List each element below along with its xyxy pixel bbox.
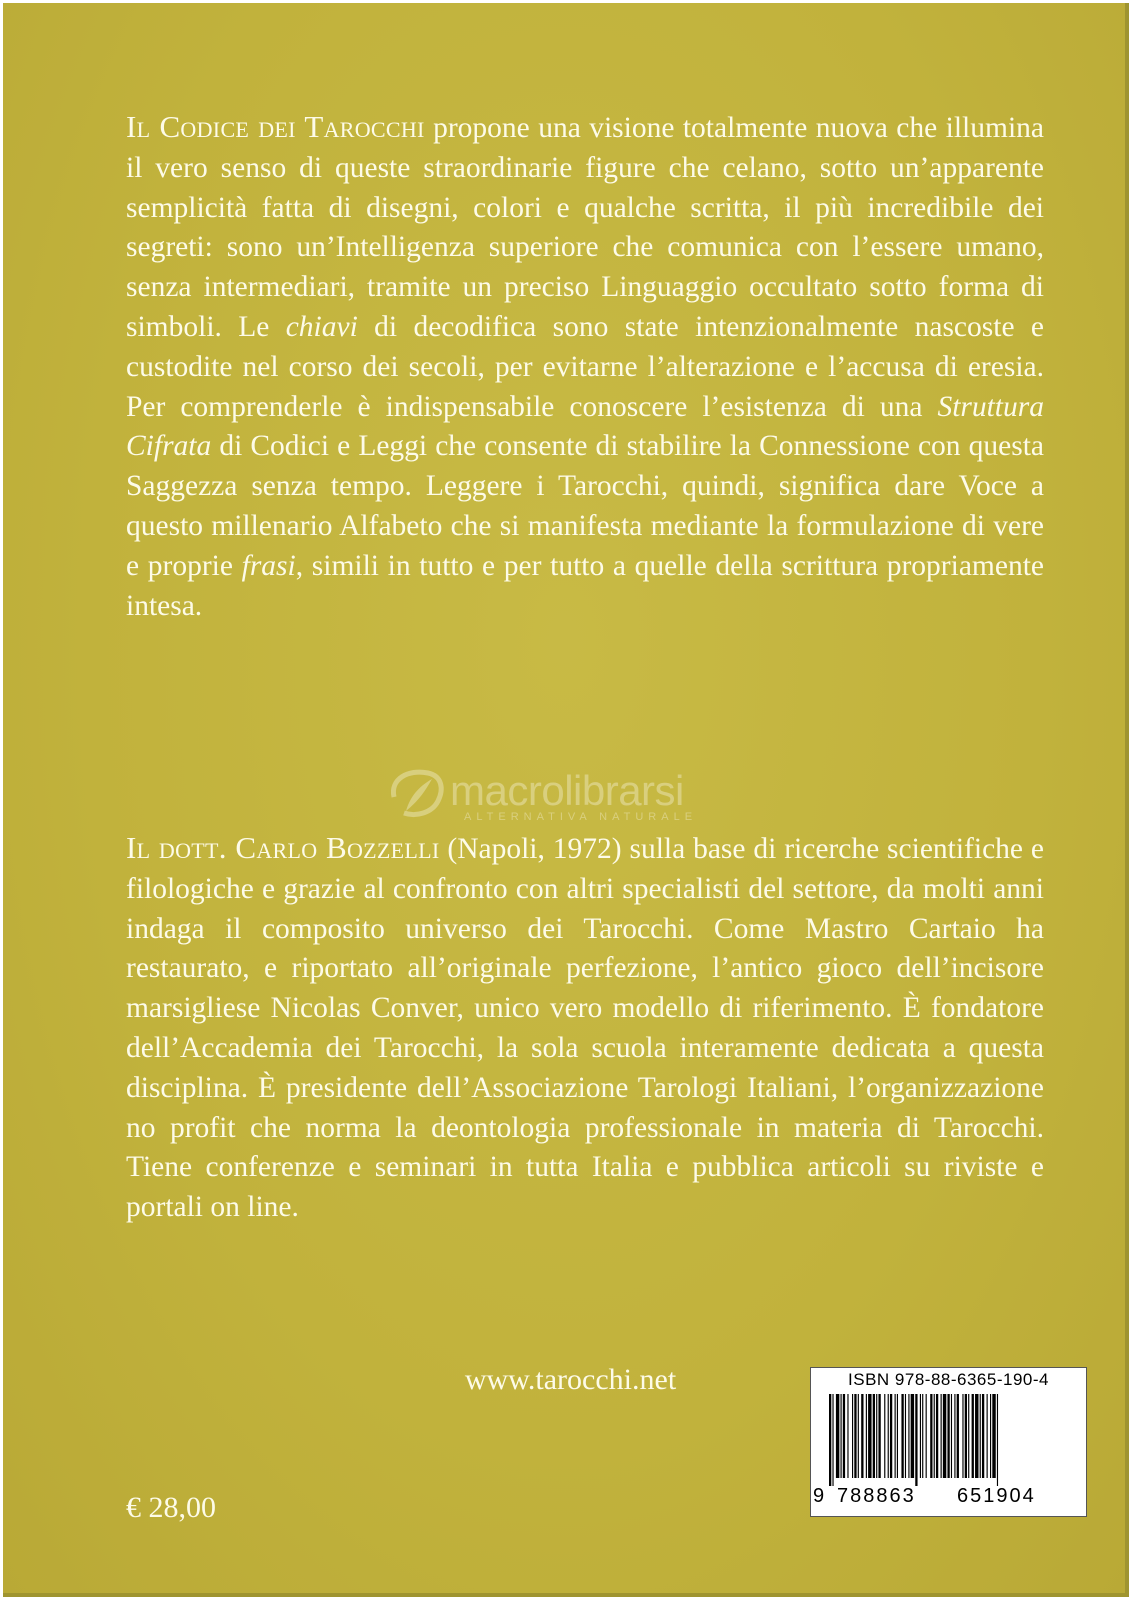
barcode-bar	[954, 1394, 955, 1478]
isbn-label: ISBN 978-88-6365-190-4	[848, 1370, 1049, 1389]
barcode-bar	[836, 1394, 839, 1478]
synopsis-paragraph	[126, 107, 1044, 626]
barcode-bar	[951, 1394, 952, 1478]
synopsis-text-3: di Codici e Leggi che consente di stabilire la Connessione con questa Saggezza senza tempo. Leggere i Tarocchi, quindi, significa dare Voce a questo millenario Alfabeto che si manifesta mediante la formulazione di vere e proprie	[126, 430, 1044, 582]
barcode-bar	[943, 1394, 946, 1478]
barcode-bar	[962, 1394, 963, 1478]
barcode-bar	[990, 1394, 991, 1478]
watermark	[378, 767, 768, 827]
barcode-bar	[829, 1394, 831, 1486]
barcode-bar	[987, 1394, 988, 1478]
barcode-bar	[895, 1394, 896, 1478]
barcode-bar	[936, 1394, 938, 1478]
barcode-bar	[861, 1394, 863, 1478]
price: € 28,00	[126, 1491, 216, 1524]
website-url: www.tarocchi.net	[464, 1363, 677, 1396]
barcode-bar	[843, 1394, 845, 1478]
barcode-bar	[915, 1394, 917, 1486]
barcode-bar	[965, 1394, 967, 1478]
synopsis-text-1: propone una visione totalmente nuova che illumina il vero senso di queste straordinarie figure che celano, sotto un’apparente semplicità fatta di disegni, colori e qualche scritta, il più incredibile dei segreti: sono un’Intelligenza superiore che comunica con l’essere umano, senza intermediari, tramite un preciso Linguaggio occultato sotto forma di simboli. Le	[126, 112, 1044, 343]
author-bio-paragraph	[126, 828, 1044, 1228]
barcode-bar	[947, 1394, 949, 1478]
barcode-bar	[920, 1394, 921, 1478]
barcode-bar	[908, 1394, 909, 1478]
barcode-bar	[997, 1394, 998, 1486]
barcode-bar	[884, 1394, 885, 1478]
book-title: Il Codice dei Tarocchi	[126, 109, 425, 144]
barcode-bar	[941, 1394, 942, 1478]
barcode-bar	[873, 1394, 875, 1478]
barcode-bar	[876, 1394, 877, 1478]
barcode-bar	[968, 1394, 969, 1478]
barcode-bar	[841, 1394, 842, 1478]
barcode-bar	[890, 1394, 892, 1478]
watermark-tagline: ALTERNATIVA NATURALE	[464, 811, 698, 823]
barcode-bar	[852, 1394, 853, 1478]
barcode-bar	[922, 1394, 923, 1478]
synopsis-emphasis-chiavi: chiavi	[285, 310, 358, 343]
barcode-digits-right: 651904	[957, 1485, 1036, 1507]
barcode-bar	[934, 1394, 935, 1478]
barcode-bar	[972, 1394, 974, 1478]
barcode-bar	[911, 1394, 914, 1478]
barcode-digits-left: 788863	[837, 1485, 916, 1507]
barcode-bar	[982, 1394, 984, 1478]
barcode-bar	[992, 1394, 995, 1478]
barcode-bar	[868, 1394, 871, 1478]
barcode-bar	[957, 1394, 959, 1478]
barcode-bar	[878, 1394, 880, 1478]
barcode-bar	[854, 1394, 856, 1478]
barcode-bar	[901, 1394, 903, 1478]
author-bio-text: (Napoli, 1972) sulla base di ricerche scientifiche e filologiche e grazie al confronto con altri specialisti del settore, da molti anni indaga il composito universo dei Tarocchi. Come Mastro Cartaio ha restaurato, e riportato all’originale perfezione, l’antico gioco dell’incisore marsigliese Nicolas Conver, unico vero modello di riferimento. È fondatore dell’Accademia dei Tarocchi, la sola scuola interamente dedicata a questa disciplina. È presidente dell’Associazione Tarologi Italiani, l’organizzazione no profit che norma la deontologia professionale in materia di Tarocchi. Tiene conferenze e seminari in tutta Italia e pubblica articoli su riviste e portali on line.	[126, 833, 1044, 1224]
barcode-bar	[847, 1394, 848, 1478]
barcode-bar	[980, 1394, 981, 1478]
barcode-bar	[905, 1394, 906, 1478]
author-name: Il dott. Carlo Bozzelli	[126, 830, 440, 865]
barcode-digit-first: 9	[813, 1485, 827, 1507]
leaf-logo-icon	[384, 767, 446, 825]
watermark-brand: macrolibrarsi	[450, 767, 684, 814]
barcode-bar	[888, 1394, 889, 1478]
book-back-cover	[3, 3, 1129, 1597]
barcode-bar	[858, 1394, 859, 1478]
barcode-bar	[975, 1394, 978, 1478]
synopsis-text-2: di decodifica sono state intenzionalmente nascoste e custodite nel corso dei secoli, per evitarne l’alterazione e l’accusa di eresia. Per comprenderle è indispensabile conoscere l’esistenza di una	[126, 310, 1044, 423]
barcode-bar	[926, 1394, 927, 1478]
synopsis-text-4: , simili in tutto e per tutto a quelle della scrittura propriamente intesa.	[126, 549, 1045, 622]
synopsis-emphasis-struttura: Struttura Cifrata	[126, 390, 1044, 463]
barcode	[810, 1367, 1087, 1517]
synopsis-emphasis-frasi: frasi	[241, 549, 296, 582]
barcode-bar	[897, 1394, 898, 1478]
barcode-bar	[866, 1394, 867, 1478]
barcode-bar	[930, 1394, 932, 1478]
barcode-bars	[825, 1394, 1077, 1486]
barcode-bar	[832, 1394, 833, 1486]
